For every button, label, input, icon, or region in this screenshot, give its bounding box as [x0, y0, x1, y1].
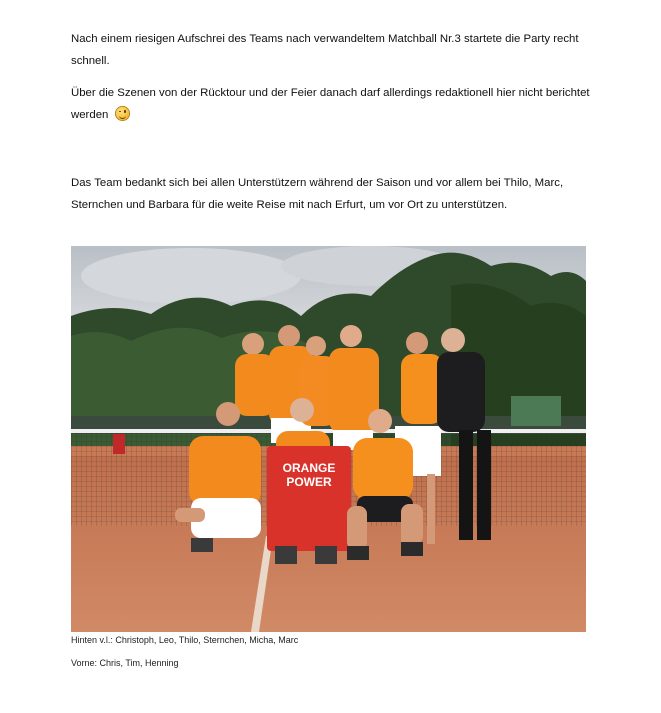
- team-photo: [71, 246, 586, 632]
- caption-front-row: Vorne: Chris, Tim, Henning: [71, 658, 179, 668]
- winking-face-icon: [115, 106, 130, 121]
- paragraph-party: Nach einem riesigen Aufschrei des Teams nach verwandeltem Matchball Nr.3 startete die Party recht schnell.: [71, 33, 579, 67]
- paragraph-ruecktour: [71, 82, 596, 126]
- shirt-print-line2: POWER: [286, 475, 332, 489]
- paragraph-ruecktour-text: Über die Szenen von der Rücktour und der Feier danach darf allerdings redaktionell hier nicht berichtet werden: [71, 87, 590, 121]
- caption-back-row: Hinten v.l.: Christoph, Leo, Thilo, Sternchen, Micha, Marc: [71, 635, 299, 645]
- paragraph-thanks: Das Team bedankt sich bei allen Unterstützern während der Saison und vor allem bei Thilo, Marc, Sternchen und Barbara für die weite Reise mit nach Erfurt, um vor Ort zu unterstützen.: [71, 177, 564, 211]
- shirt-print-line1: ORANGE: [282, 461, 336, 475]
